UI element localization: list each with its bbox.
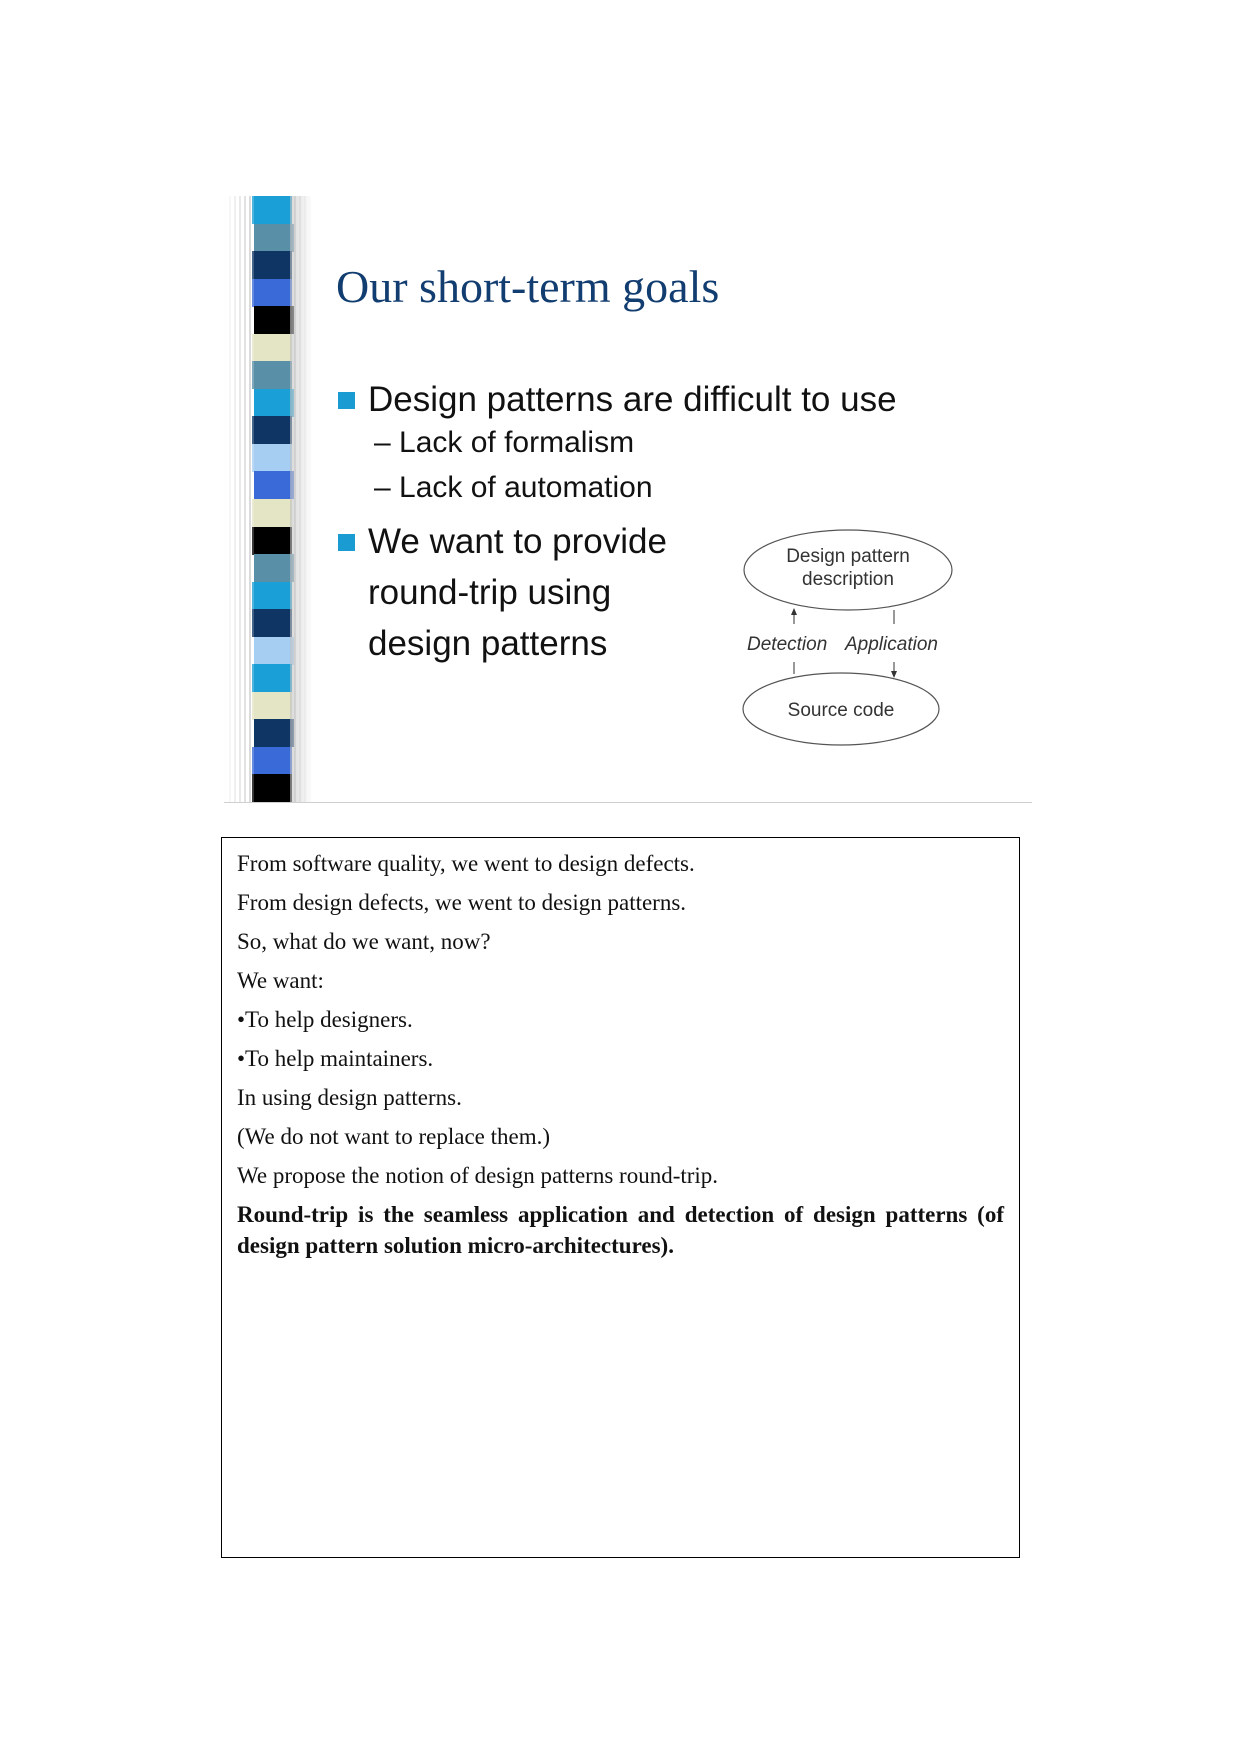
sub-bullet-automation: – Lack of automation — [374, 471, 653, 504]
band-block — [252, 279, 292, 307]
band-block — [252, 609, 292, 637]
band-block — [252, 774, 292, 802]
band-block — [252, 664, 292, 692]
note-bold-definition: Round-trip is the seamless application and detection of design patterns (of design pattern solution micro-architectures). — [237, 1202, 1004, 1258]
band-block — [252, 747, 292, 775]
band-block — [254, 224, 294, 252]
note-line: We propose the notion of design patterns round-trip. — [237, 1163, 719, 1188]
band-block — [252, 582, 292, 610]
note-line: From design defects, we went to design patterns. — [237, 890, 687, 915]
band-block — [252, 251, 292, 279]
application-arrowhead-icon — [891, 671, 897, 678]
detection-arrowhead-icon — [791, 608, 797, 615]
band-block — [254, 554, 294, 582]
note-line: In using design patterns. — [237, 1085, 462, 1110]
top-node-line-2: description — [802, 569, 894, 590]
band-block — [252, 527, 292, 555]
note-line: (We do not want to replace them.) — [237, 1124, 551, 1149]
note-line: •To help maintainers. — [237, 1046, 434, 1071]
band-block — [254, 306, 294, 334]
note-line: From software quality, we went to design defects. — [237, 851, 695, 876]
round-trip-diagram — [740, 526, 970, 754]
slide — [224, 196, 1032, 803]
band-block — [252, 196, 292, 224]
bullet-2-line-1: We want to provide — [368, 522, 667, 561]
bullet-square-icon — [338, 534, 355, 551]
note-line: So, what do we want, now? — [237, 929, 491, 954]
note-line: •To help designers. — [237, 1007, 413, 1032]
top-node-line-1: Design pattern — [786, 546, 910, 567]
band-block — [252, 692, 292, 720]
band-block — [252, 444, 292, 472]
slide-title: Our short-term goals — [336, 261, 720, 312]
band-block — [254, 471, 294, 499]
sub-bullet-formalism: – Lack of formalism — [374, 426, 635, 459]
bullet-square-icon — [338, 392, 355, 409]
band-block — [254, 389, 294, 417]
bullet-2-line-3: design patterns — [368, 624, 608, 663]
bottom-node-label: Source code — [787, 700, 895, 721]
bullet-1-text: Design patterns are difficult to use — [368, 380, 897, 419]
band-block — [254, 637, 294, 665]
band-block — [254, 719, 294, 747]
speaker-notes — [221, 837, 1020, 1558]
decorative-band — [224, 196, 312, 802]
application-label: Application — [845, 634, 938, 655]
band-block — [252, 334, 292, 362]
detection-label: Detection — [747, 634, 828, 655]
bullet-2-line-2: round-trip using — [368, 573, 612, 612]
band-block — [252, 361, 292, 389]
note-line: We want: — [237, 968, 324, 993]
band-block — [252, 499, 292, 527]
band-block — [252, 416, 292, 444]
